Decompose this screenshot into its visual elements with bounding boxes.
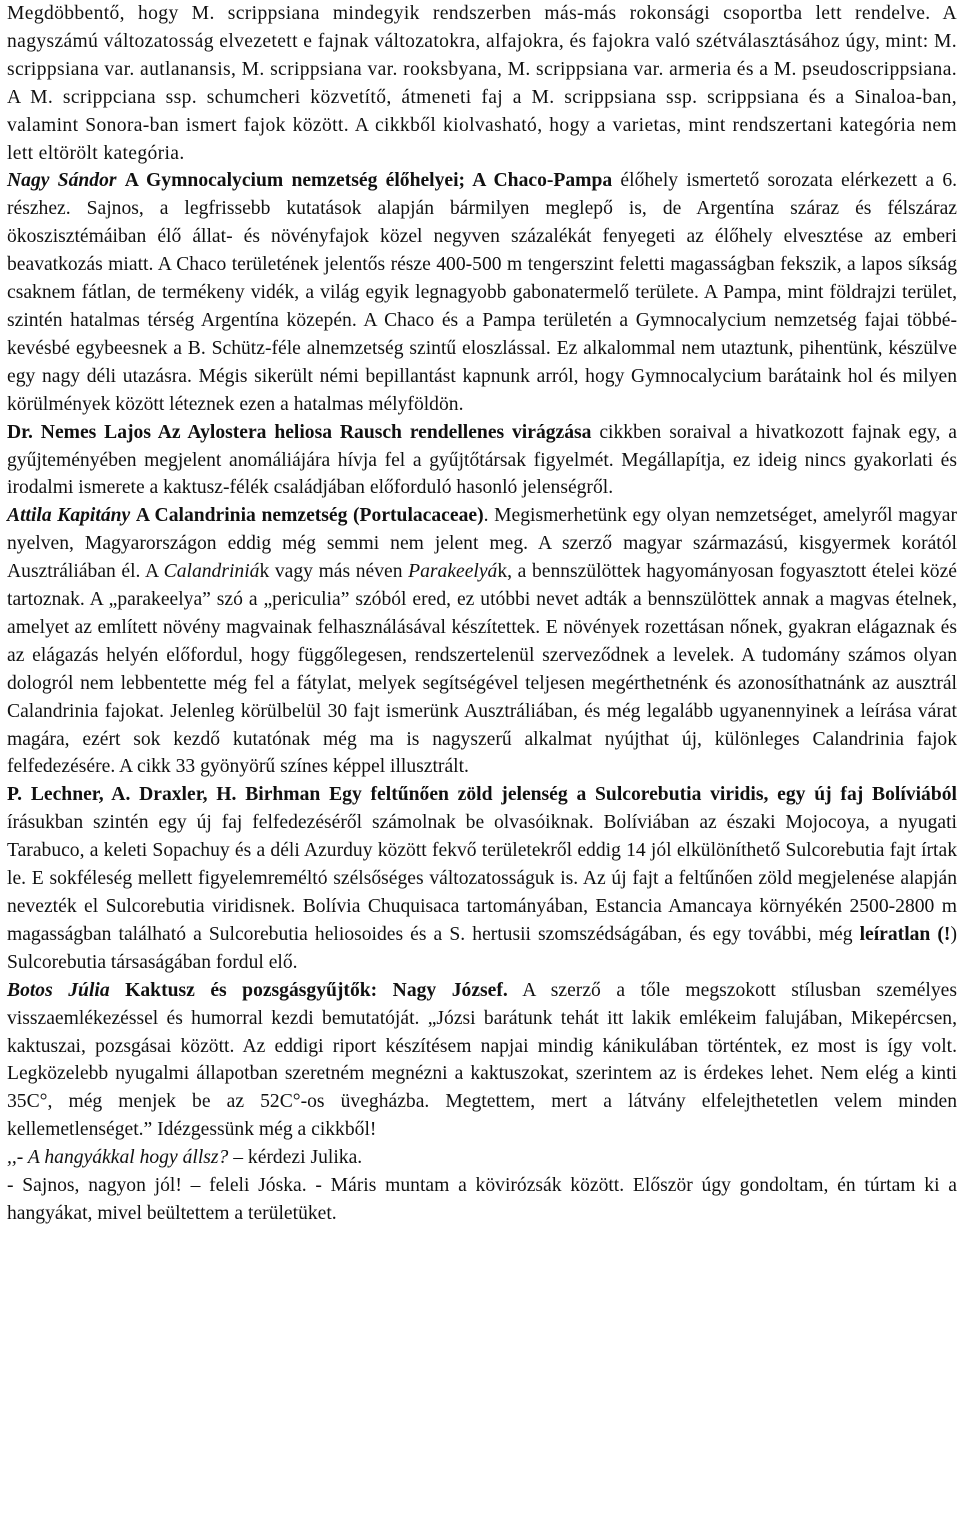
article-title: Kaktusz és pozsgásgyűjtők: Nagy József. bbox=[125, 979, 508, 1001]
text-run: k vagy más néven bbox=[259, 561, 409, 583]
emphasis-text: leíratlan (! bbox=[859, 923, 951, 945]
paragraph-text: cikkben soraival a hivatkozott fajnak egy, a gyűjteményében megjelent anomáliájára hívja fel a gyűjtőtársak figyelmét. Megállapítja, ez ideig nincs gyakorlati és irodalmi ismerete a kaktusz-félék családjában előforduló hasonló jelenségről. bbox=[7, 421, 957, 499]
article-title: Dr. Nemes Lajos Az Aylostera heliosa Rausch rendellenes virágzása bbox=[7, 421, 592, 443]
article-title: A Gymnocalycium nemzetség élőhelyei; A Chaco-Pampa bbox=[124, 170, 613, 192]
paragraph-dialogue-answer bbox=[7, 1172, 957, 1228]
author-name: Nagy Sándor bbox=[7, 170, 117, 192]
paragraph-sulcorebutia-viridis bbox=[7, 781, 957, 976]
paragraph-text: – kérdezi Julika. bbox=[228, 1147, 363, 1169]
paragraph-dialogue-question bbox=[7, 1144, 957, 1172]
italic-term: Calandriniá bbox=[163, 561, 260, 583]
author-name: Botos Júlia bbox=[7, 979, 110, 1001]
paragraph-text: ) Sulcorebutia társaságában fordul elő. bbox=[7, 923, 957, 973]
paragraph-text: A szerző a tőle megszokott stílusban személyes visszaemlékezéssel és humorral kezdi bemutatóját. „Józsi barátunk tehát itt lakik emlékeim falujában, Mikepércsen, kaktuszai, pozsgásai között. Az eddigi riport készítésem napjai mindig kánikulában történtek, ez most is így volt. Legközelebb nyugalmi állapotban szeretném megnézni a kaktuszokat, szerintem az is érdekes lehet. Nem elég a kinti 35C°, még menjek be az 52C°-os üvegházba. Megtettem, mert a látvány elfelejthetetlen velem minden kellemetlenséget.” Idézgessünk még a cikkből! bbox=[7, 979, 957, 1141]
italic-term: Parakeelyá bbox=[408, 561, 498, 583]
paragraph-text: - Sajnos, nagyon jól! – feleli Jóska. - Máris muntam a kövirózsák között. Először úgy gondoltam, én túrtam ki a hangyákat, mivel beültettem a területüket. bbox=[7, 1175, 957, 1224]
paragraph-gymnocalycium-chaco-pampa bbox=[7, 167, 957, 418]
paragraph-text: Megdöbbentő, hogy M. scrippsiana mindegyik rendszerben más-más rokonsági csoportba lett rendelve. A nagyszámú változatosság elvezetett e fajnak változatokra, alfajokra, és fajokra való szétválasztásához úgy, mint: M. scrippsiana var. autlanansis, M. scrippsiana var. rooksbyana, M. scrippsiana var. armeria és a M. pseudoscrippsiana. A M. scrippciana ssp. schumcheri közvetítő, átmeneti faj a M. scrippsiana ssp. scrippsiana és a Sinaloa-ban, valamint Sonora-ban ismert fajok között. A cikkből kiolvasható, hogy a varietas, mint rendszertani kategória nem lett eltörölt kategória. bbox=[7, 3, 957, 164]
paragraph-text: írásukban szintén egy új faj felfedezéséről számolnak be olvasóiknak. Bolíviában az északi Mojocoya, a nyugati Tarabuco, a keleti Sopachuy és a déli Azurduy között fekvő területekről eddig 14 jól elkülöníthető Sulcorebutia fajt írtak le. E sokféleség mellett figyelemreméltó szélsőséges változatosságuk is. Az új fajt a feltűnően zöld megjelenése alapján nevezték el Sulcorebutia viridisnek. Bolívia Chuquisaca tartományában, Estancia Amancaya környékén 2500-2800 m magasságban található a Sulcorebutia heliosoides és a S. hertusii szomszédságában, és egy további, még bbox=[7, 812, 957, 945]
paragraph-text: élőhely ismertető sorozata elérkezett a 6. részhez. Sajnos, a legfrissebb kutatások alapján bármilyen meglepő is, de Argentína száraz és félszáraz ökoszisztémáiban élő állat- és növényfajok közel negyven százalékát fenyegeti az élőhely elvesztése az emberi beavatkozás miatt. A Chaco területének jelentős része 400-500 m tengerszint feletti magasságban fekszik, a lapos síkság csaknem fátlan, de termékeny vidék, a világ egyik legnagyobb gabonatermelő területe. A Pampa, mint földrajzi terület, szintén hatalmas térség Argentína közepén. A Chaco és a Pampa területén a Gymnocalycium nemzetség fajai többé-kevésbé egybeesnek a B. Schütz-féle alnemzetség szintű eloszlással. Ez alkalommal nem utaztunk, pihentünk, készülve egy nagy déli utazásra. Mégis sikerült némi bepillantást kapnunk arról, hogy Gymnocalycium barátaink hol és milyen körülmények között léteznek ezen a hatalmas mélyföldön. bbox=[7, 170, 958, 415]
text-run bbox=[117, 170, 125, 191]
paragraph-nagy-jozsef bbox=[7, 977, 957, 1144]
paragraph-aylostera-heliosa bbox=[7, 419, 957, 503]
article-title: A Calandrinia nemzetség (Portulacaceae) bbox=[135, 505, 484, 527]
text-run bbox=[110, 980, 126, 1001]
paragraph-calandrinia bbox=[7, 502, 957, 781]
author-name: Attila Kapitány bbox=[7, 505, 131, 527]
article-title: P. Lechner, A. Draxler, H. Birhman Egy feltűnően zöld jelenség a Sulcorebutia viridis, egy új faj Bolíviából bbox=[7, 784, 957, 806]
paragraph-mammillaria-scrippsiana bbox=[7, 0, 957, 167]
paragraph-text: k, a bennszülöttek hagyományosan fogyasztott ételei közé tartoznak. A „parakeelya” szó a „periculia” szóból ered, ez utóbbi nevet adták a bennszülöttek annak a magvas ételnek, amelyet az említett növény magvainak felhasználásával készítettek. E növények rozettásan nőnek, gyakran elágaznak és az elágazás helyén előfordul, hogy függőlegesen, rendszertelenül szerveződnek a levelek. A tudomány számos olyan dologról nem lebbentette még fel a fátylat, melyek segítségével teljesen megérthetnénk és azonosíthatnánk az ausztrál Calandrinia fajokat. Jelenleg körülbelül 30 fajt ismerünk Ausztráliában, és még legalább ugyanennyinek a leírása várat magára, ezért sok kezdő kutatónak még ma is nagyszerű alkalmat nyújthat új, különleges Calandrinia fajok felfedezésére. A cikk 33 gyönyörű színes képpel illusztrált. bbox=[7, 561, 957, 778]
paragraph-text: . Megismerhetünk egy olyan nemzetséget, amelyről magyar nyelven, Magyarországon eddig még semmi nem jelent meg. A szerző magyar származású, kisgyermek korától Ausztráliában él. A bbox=[7, 505, 957, 583]
dialogue-quote: ,,- A hangyákkal hogy állsz? bbox=[7, 1147, 229, 1169]
